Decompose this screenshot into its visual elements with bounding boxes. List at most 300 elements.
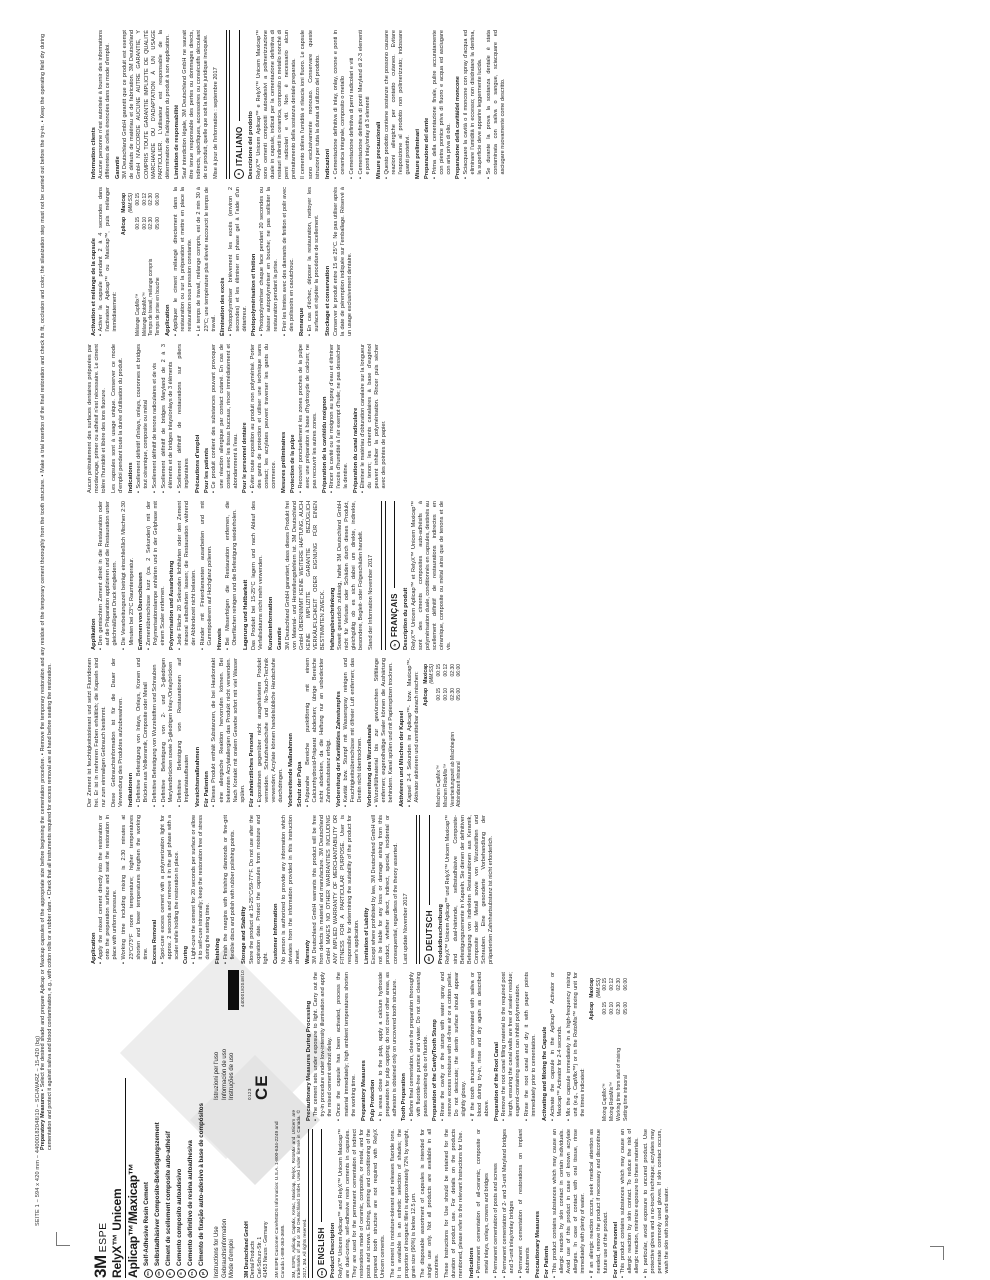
bullet-text: Bei Misserfolgen die Restauration entfernen, die Oberflächen reinigen und die Befestigung wiederholen. [225, 501, 239, 646]
bullet-icon: • [549, 1119, 556, 1121]
table-header-cell: Aplicap [422, 687, 429, 707]
top-band-item: • Keep the operating field dry during cementation and protect it against saliva and blood contamination, e.g., with cotton rolls or a rubber dam. [40, 34, 54, 1150]
doc-bullet-item [211, 344, 239, 493]
bullet-text: Prima della cementazione finale, pulire accuratamente con pietra pomice priva di fluoro e acqua ed asciugare con aria priva di olio. [431, 30, 452, 175]
bullet-icon: • [173, 334, 180, 336]
bullet-icon: • [470, 1119, 477, 1121]
table-header-cell: Aplicap [121, 216, 128, 236]
language-product-label: Cimento de fixação auto-adesivo à base de compósitos [197, 1103, 205, 1266]
table-header-cell: Maxicap [588, 977, 595, 998]
table-header-row [589, 978, 596, 1121]
bullet-text: Photopolymériser chaque face pendant 20 secondes ou laisser autopolymériser en bouche; ne pas solliciter la restauration pendant la prise. [258, 187, 279, 332]
doc-heading: Remarque [299, 307, 306, 336]
language-section-header [390, 501, 400, 650]
language-flag-icon: fr [390, 640, 400, 650]
doc-bullet-item [360, 344, 388, 493]
title-block [91, 960, 305, 1278]
header-rule [429, 815, 430, 905]
table-value: 02:30 [449, 687, 456, 701]
table-value: 05:00 [456, 687, 463, 701]
bullet-icon: • [196, 334, 203, 336]
bullet-icon: • [225, 648, 232, 650]
bullet-icon: • [121, 962, 128, 964]
doc-heading: Indikationen [128, 772, 135, 807]
bullet-text: Ränder mit Finierdiamanten ausarbeiten und mit Gummipolierern auf Hochglanz polieren. [199, 501, 213, 646]
table-value: 00:12 [442, 663, 449, 677]
doc-heading: Kundeninformation [268, 596, 275, 650]
revision-note: Mise à jour de l'information : septembre 2017 [212, 67, 219, 179]
language-product-label: Ciment de scellement composite auto-adhésif [164, 1131, 172, 1266]
bullet-icon: • [145, 648, 152, 650]
table-header-cell: Maxicap [422, 663, 429, 684]
doc-bullet-item [336, 972, 357, 1121]
brand-3m-logo: 3M [91, 1255, 110, 1278]
bullet-text: Kapsel 2-4 Sekunden im Aplicap™- bzw. Maxicap™-Aktivator aktivieren und unmittelbar danach mischen: [406, 658, 420, 803]
top-band-item: • Make a trial insertion of the final restoration and check its fit, occlusion and color; the silanization step must not be carried out before the try-in. [40, 122, 46, 477]
header-rule [321, 1129, 322, 1222]
language-list-item [177, 1088, 187, 1278]
doc-paragraph: Diese Gebrauchsinformation ist für die Dauer der Verwendung des Produktes aufzubewahren. [110, 658, 124, 807]
bullet-text: Definitive Befestigung von Inlays, Onlays, Kronen und Brücken aus Vollkeramik, Composite oder Metall [136, 658, 150, 803]
doc-bullet-item [298, 344, 319, 493]
bullet-text: Scellement définitif de bridges Maryland de 2 à 3 éléments et de bridges inlays/onlays de 3 éléments [161, 344, 175, 489]
language-section-title: ITALIANO [234, 126, 244, 166]
table-value: 00:12 [141, 192, 148, 206]
doc-heading: Curing [183, 945, 190, 964]
language-section-divider [308, 1129, 313, 1278]
table-row-label: Mischen RotoMix™ [442, 763, 449, 807]
bullet-icon: • [343, 805, 350, 807]
bullet-icon: • [524, 1119, 531, 1121]
doc-heading: Pour les patients [204, 447, 211, 493]
bullet-icon: • [313, 1119, 320, 1121]
bullet-icon: • [281, 334, 288, 336]
bullet-icon: • [136, 805, 143, 807]
bullet-text: Definitive Befestigung von Wurzelstiften und Schrauben [152, 664, 159, 803]
doc-paragraph: 3M Deutschland GmbH garantiert, dass dieses Produkt frei von Material- und Herstellungsfehlern ist. 3M Deutschland GmbH ÜBERNIMMT KEINE WEITERE HAFTUNG, AUCH KEINE IMPLIZITE GARANTIE BEZÜGLICH VERKÄUFLICHKEIT ODER EIGNUNG FÜR EINEN BESTIMMTEN ZWECK. [284, 501, 326, 650]
bullet-icon: • [152, 491, 159, 493]
doc-bullet-item [620, 1129, 641, 1278]
bullet-icon: • [406, 805, 413, 807]
bullet-text: Zementüberschüsse kurz (ca. 2 Sekunden) mit der Polymerisationslampe anhärten und in der Gelphase mit einem Scaler entfernen. [145, 501, 166, 646]
bullet-text: Le temps de travail, mélange compris, est de 2 min 30 à 23°C; une température plus élevée raccourcit le temps de travail. [196, 187, 217, 332]
doc-heading: Pour le personnel dentaire [242, 422, 249, 493]
language-product-label: Cemento composito autoadesivo [175, 1168, 183, 1266]
doc-bullet-item [200, 501, 214, 650]
bullet-text: Mix the capsule immediately in a high-frequency mixing unit (e.g., CapMix™) or in the RotoMix™ mixing unit for the times indicated: [565, 972, 586, 1117]
bullet-text: Once the capsule has been activated, process the material immediately; high ambient temperatures shorten the working time. [336, 972, 357, 1117]
bullet-text: This product contains substances which may cause an allergic reaction by skin contact. To reduce the risk of allergic reaction, minimize exposure to these materials. [620, 1129, 641, 1274]
bullet-text: Permanent cementation of restorations on implant abutments [517, 1129, 531, 1274]
top-continuation-band [40, 34, 86, 1150]
doc-bullet-item [211, 658, 246, 807]
ifu-titles-left [214, 1110, 237, 1278]
table-value: 05:00 [622, 1001, 629, 1015]
bullet-icon: • [374, 805, 381, 807]
doc-bullet-item [518, 1129, 532, 1278]
bullet-icon: • [501, 1276, 508, 1278]
brand-espe-logo: ESPE [97, 1222, 109, 1253]
doc-bullet-item [161, 658, 175, 807]
table-value: 02:30 [148, 192, 155, 206]
bullet-text: Light-cure the cement for 20 seconds per surface or allow it to self-cure intraorally; keep the restoration free of stress during the setting time. [190, 815, 211, 960]
doc-bullet-item [136, 344, 150, 493]
bullet-icon: • [551, 1276, 558, 1278]
doc-heading: Precautionary Measures [535, 1210, 542, 1278]
doc-heading: Preparazione del dente [424, 117, 431, 179]
table-value: 02:30 [615, 977, 622, 991]
doc-paragraph: Aucune personne n'est autorisée à fournir des informations différentes de celles énoncées dans ce mode d'emploi. [98, 30, 112, 179]
bullet-text: En cas d'échec, déposer la restauration, nettoyer les surfaces et répéter la procédure de scellement. [307, 187, 321, 332]
language-badge-icon: en [144, 1269, 153, 1278]
bullet-icon: • [476, 1276, 483, 1278]
doc-heading: Vorbereitung des Wurzelkanals [366, 724, 373, 807]
language-list-item [188, 1088, 198, 1278]
doc-paragraph: Il cemento tollera l'umidità e rilascia ioni fluoro. Le capsule sono esclusivamente monouso. Conservare queste istruzioni per tutta la durata di utilizzo del prodotto. [300, 30, 321, 179]
doc-bullet-item [152, 344, 159, 493]
doc-heading: Polymerisation und Ausarbeitung [169, 560, 176, 650]
table-row-label: Setting time intraoral [622, 1075, 629, 1121]
doc-heading: Information clients [90, 127, 97, 179]
table-value: 02:30 [148, 216, 155, 230]
table-value: 00:15 [602, 977, 609, 991]
bullet-icon: • [589, 1276, 596, 1278]
mixing-times-table [589, 978, 630, 1121]
bullet-icon: • [211, 805, 218, 807]
bullet-icon: • [349, 177, 356, 179]
doc-bullet-item [98, 815, 119, 964]
doc-bullet-item [566, 972, 587, 1121]
doc-heading: Préparation du canal radiculaire [352, 407, 359, 493]
doc-column [87, 344, 983, 493]
bullet-icon: • [383, 177, 390, 179]
bullet-text: Finir les limites avec des diamants de finition et polir avec des polissoirs en caoutchouc. [281, 187, 295, 332]
bullet-text: Sciacquare la cavità o il moncone con spray d'acqua ed eliminare l'umidità in eccesso; non disidratare la dentina, la superficie deve apparire leggermente lucida. [462, 30, 483, 175]
doc-heading: Limitation de responsabilité [174, 104, 181, 179]
bullet-text: Activate the capsule in the Aplicap™ Activator or Maxicap™ Activator for 2-4 seconds. [549, 972, 563, 1117]
bullet-icon: • [620, 1276, 627, 1278]
doc-bullet-item [225, 501, 239, 650]
doc-heading: Entfernen von Überschüssen [138, 572, 145, 650]
doc-paragraph: Les capsules sont à usage unique. Conserver ce mode d'emploi pendant toute la durée d'utilisation du produit. [110, 344, 124, 493]
doc-bullet-item [333, 30, 347, 179]
table-row [602, 978, 609, 1121]
doc-paragraph: Aucun prétraitement des surfaces dentaires préparées par mordançage, primer ou adhésif n'est nécessaire. Le ciment tolère l'humidité et libère des ions fluorure. [87, 344, 108, 493]
bullet-text: If an allergic reaction occurs, seek medical attention as needed, remove the product if necessary and discontinue future use of the product. [589, 1129, 610, 1274]
doc-bullet-item [552, 1129, 587, 1278]
bullet-text: Rinse the root canal and dry it with paper points immediately prior to cementation. [524, 972, 538, 1117]
doc-heading: Description du produit [403, 587, 410, 650]
doc-heading: Aktivieren und Mischen der Kapsel [398, 710, 405, 807]
doc-bullet-item [136, 658, 150, 807]
table-row [436, 664, 443, 807]
doc-bullet-item [502, 1129, 516, 1278]
language-list-item [199, 1088, 209, 1278]
language-product-label: Selbstadhäsiver Composite-Befestigungszement [153, 1122, 161, 1266]
table-row [616, 978, 623, 1121]
bullet-icon: • [223, 962, 230, 964]
doc-heading: For Dental Personnel [612, 1221, 619, 1278]
bullet-text: If the tooth structure was contaminated with saliva or blood during try-in, rinse and dry again as described above. [470, 972, 491, 1117]
bullet-text: Scellement définitif de tenons radiculaires et de vis [152, 362, 159, 489]
revision-note: Last update November 2017 [402, 893, 409, 964]
bullet-text: Apply the mixed cement directly into the restoration or onto the preparation surface and seat the restoration in place with uniform pressure. [98, 815, 119, 960]
doc-bullet-item [501, 972, 522, 1121]
bullet-icon: • [98, 962, 105, 964]
doc-paragraph: Der Zement ist feuchtigkeitstolerant und setzt Fluoridionen frei. Er ist in mehreren Farben erhältlich; die Kapseln sind nur zum einmaligen Gebrauch bestimmt. [87, 658, 108, 807]
doc-heading: Élimination des excès [220, 277, 227, 336]
bullet-text: Expositionen gegenüber nicht ausgehärtetem Produkt vermeiden. Schutzhandschuhe und No-Touch-Technik verwenden; Acrylate können handelsübliche Handschuhe durchdringen. [256, 658, 284, 803]
bullet-text: Appliquer le ciment mélangé directement dans la restauration ou sur la préparation et mettre en place la restauration sous pression constante. [173, 187, 194, 332]
doc-heading: Preparazione della cavità/del moncone [455, 76, 462, 179]
bullet-text: Permanent cementation of posts and screws [492, 1163, 499, 1274]
doc-heading: Misure precauzionali [375, 121, 382, 179]
table-value: 02:30 [615, 1001, 622, 1015]
table-unit-row [596, 978, 603, 1121]
language-list-item [144, 1088, 154, 1278]
bullet-text: Die Verarbeitungszeit beträgt einschließlich Mischen 2:30 Minuten bei 23°C Raumtemperatur. [121, 501, 135, 646]
bullet-icon: • [643, 1276, 650, 1278]
doc-bullet-item [191, 815, 212, 964]
trim-mark-bottom-right [930, 1246, 944, 1260]
bullet-icon: • [256, 805, 263, 807]
bullet-text: Finish the margins with finishing diamonds or fine-grit flexible discs and polish with rubber polishing points. [223, 815, 237, 960]
ce-notified-body-number: 0123 [246, 1088, 252, 1100]
table-row [450, 664, 457, 807]
bullet-text: Kavität bzw. Stumpf mit Wasserspray reinigen und Feuchtigkeitsüberschüsse mit ölfreier Luft entfernen; das Dentin nicht übertrocknen. [343, 658, 364, 803]
brand-logo [91, 960, 111, 1278]
bullet-icon: • [332, 177, 339, 179]
bullet-icon: • [161, 491, 168, 493]
language-flag-icon: en [317, 1268, 327, 1278]
language-section-title: FRANÇAIS [390, 593, 400, 637]
bullet-text: Scellement définitif de restaurations sur piliers implantaires [177, 344, 191, 489]
doc-bullet-item [476, 1129, 490, 1278]
top-band-heading: Preparatory Measures [40, 1091, 46, 1150]
bullet-text: Jede Fläche 20 Sekunden lichthärten oder den Zement intraoral selbsthärten lassen; die Restauration während der Abbindezeit nicht belasten. [176, 501, 197, 646]
bullet-icon: • [177, 805, 184, 807]
bullet-text: Permanent cementation of all-ceramic, composite or metal inlays, onlays, crowns and bridges [476, 1129, 490, 1274]
customer-care-line: 3M ESPE Customer Care/MSDS Information: U.S.A. 1-800-634-2249 and Canada 1-888-363-3685. [274, 1121, 286, 1278]
bullet-icon: • [161, 805, 168, 807]
language-section-divider [226, 30, 231, 179]
doc-heading: Tooth Preparation [401, 1073, 408, 1121]
bullet-icon: • [227, 334, 234, 336]
doc-bullet-item [486, 30, 507, 179]
bullet-text: Pulpanahe Bereiche punktförmig mit einem Calciumhydroxid-Präparat abdecken; übrige Bereiche nicht abdecken, da die Haftung nur an unbedeckter Zahnhartsubstanz erfolgt. [304, 658, 333, 803]
doc-bullet-item [470, 972, 491, 1121]
doc-bullet-item [177, 501, 198, 650]
bullet-text: Definitive Befestigung von 2- und 3-gliedrigen Marylandbrücken sowie 3-gliedrigen Inlay-/Onlaybrücken [161, 658, 175, 803]
table-row [135, 193, 142, 336]
bullet-icon: • [431, 177, 438, 179]
language-badge-icon: it [177, 1269, 186, 1278]
table-header-row [121, 193, 128, 336]
doc-heading: Storage and Stability [240, 906, 247, 964]
doc-bullet-item [384, 30, 412, 179]
doc-bullet-item [493, 1129, 500, 1278]
language-flag-icon: de [424, 954, 434, 964]
doc-paragraph: 3M Deutschland GmbH warrants this product will be free from defects in material and manufacture. 3M Deutschland GmbH MAKES NO OTHER WARRANTIES INCLUDING ANY IMPLIED WARRANTY OF MERCHANTABILITY OR FITNESS FOR A PARTICULAR PURPOSE. User is responsible for determining the suitability of the product for user's application. [312, 815, 361, 964]
table-header-row [423, 664, 430, 807]
table-value: 06:00 [456, 663, 463, 677]
doc-paragraph: RelyX™ Unicem Aplicap™ and RelyX™ Unicem Maxicap™ are dual-curing, self-adhesive resin cements in capsules. They are used for the permanent cementation of indirect restorations made of ceramic, composite, or metal, and for posts and screws. Etching, priming and conditioning of the prepared tooth structure are not required with RelyX Unicem cements. [337, 1129, 387, 1278]
language-badge-icon: es [188, 1269, 197, 1278]
doc-heading: Preparatory Measures [361, 1060, 368, 1121]
doc-bullet-item [463, 30, 484, 179]
bullet-icon: • [152, 805, 159, 807]
doc-column [87, 187, 983, 336]
table-header-cell: Aplicap [588, 1001, 595, 1021]
doc-heading: Product Description [330, 1222, 336, 1278]
doc-bullet-item [173, 187, 194, 336]
bullet-text: Rincer la cavité ou le moignon au spray d'eau et éliminer l'excès d'humidité à l'air exempt d'huile; ne pas dessécher la dentine. [328, 344, 350, 489]
doc-column [87, 658, 983, 807]
table-value: 06:00 [622, 977, 629, 991]
bullet-icon: • [211, 491, 218, 493]
bullet-text: Activer la capsule pendant 2 à 4 secondes dans l'activateur Aplicap™ ou Maxicap™, puis mélanger immédiatement: [98, 187, 119, 332]
table-row [623, 978, 630, 1121]
doc-heading: Customer Information [273, 903, 280, 964]
language-section-header [317, 1129, 327, 1278]
table-row-label: Mixing CapMix™ [602, 1083, 609, 1121]
doc-paragraph: RelyX™ Unicem Aplicap™ e RelyX™ Unicem Maxicap™ sono cementi compositi autoadesivi a polimerizzazione duale in capsule, indicati per la cementazione definitiva di restauri indiretti in ceramica, composito o metallo nonché di perni radicolari e viti. Non è necessario alcun pretrattamento della sostanza dentale preparata. [255, 30, 297, 179]
bullet-icon: • [565, 1119, 572, 1121]
table-value: 00:10 [442, 687, 449, 701]
table-value: 00:15 [134, 192, 141, 206]
doc-bullet-item [349, 30, 356, 179]
table-unit-cell: (MM:SS) [128, 192, 135, 213]
doc-bullet-item [589, 1129, 610, 1278]
language-list-item [155, 1088, 165, 1278]
manufacturer-line: 41453 Neuss - Germany [263, 1221, 270, 1278]
header-rule [394, 501, 395, 588]
doc-column [87, 815, 983, 964]
bullet-text: Before final cementation, clean the preparation thoroughly with fluoride-free pumice and water. Do not use cleaning pastes containing oils or fluoride. [408, 972, 429, 1117]
doc-paragraph: The cement is moisture-tolerant and releases fluoride ions. It is available in an esthetic selection of shades; the proportion of inorganic filler is approximately 72% by weight, grain size (90%) is below 12.5 μm. [389, 1129, 417, 1278]
doc-heading: Preparation of the Cavity/Tooth Stump [432, 1019, 439, 1121]
revision-note: Stand der Information November 2017 [368, 554, 375, 650]
doc-column [87, 30, 983, 179]
doc-paragraph: RelyX™ Unicem Aplicap™ et RelyX™ Unicem Maxicap™ sont des ciments composites auto-adhésifs à polymérisation duale, conditionnés en capsules, destinés au scellement définitif de restaurations indirectes en céramique, composite ou métal ainsi que de tenons et de vis. [411, 501, 453, 650]
doc-heading: Applikation [90, 618, 97, 650]
product-name-line2: Aplicap™/Maxicap™ [125, 1163, 140, 1278]
table-row [148, 193, 155, 336]
manufacturer-line: Dental Products [250, 1241, 257, 1278]
doc-heading: Indications [468, 1247, 475, 1278]
bullet-icon: • [190, 962, 197, 964]
doc-paragraph: Soweit gesetzlich zulässig, haftet 3M Deutschland GmbH nicht für Verluste oder Schäden durch dieses Produkt, gleichgültig ob es sich dabei um direkte, indirekte, besondere, Begleit- oder Folgeschäden handelt. [336, 501, 365, 650]
barcode-number: 44000182048/10 [240, 970, 246, 1008]
table-value: 00:15 [602, 1001, 609, 1015]
bullet-icon: • [492, 1276, 499, 1278]
table-header-cell: Maxicap [121, 192, 128, 213]
bullet-icon: • [336, 1119, 343, 1121]
bullet-icon: • [98, 648, 105, 650]
bullet-text: Wurzelfüllmaterial bis zur gewünschten Stiftlänge entfernen; eugenolhaltige Sealer können die Aushärtung behindern. Kanal spülen und mit Papierspitzen trocknen. [374, 658, 395, 803]
bullet-icon: • [439, 1119, 446, 1121]
doc-heading: Precautionary Measures During Processing [305, 1000, 312, 1121]
doc-bullet-item [550, 972, 564, 1121]
manufacturer-line: 3M Deutschland GmbH [243, 1221, 250, 1278]
doc-heading: Haftungsbeschränkung [329, 587, 336, 650]
doc-paragraph: Except where prohibited by law, 3M Deutschland GmbH will not be liable for any loss or damage arising from this product, whether direct, indirect, special, incidental or consequential, regardless of the theory asserted. [371, 815, 399, 964]
doc-bullet-item [358, 30, 372, 179]
doc-heading: Produktbeschreibung [437, 904, 444, 964]
table-unit-cell: (MM:SS) [429, 663, 436, 684]
bullet-icon: • [359, 491, 366, 493]
doc-heading: Activating and Mixing the Capsule [541, 1026, 548, 1121]
bullet-icon: • [199, 648, 206, 650]
doc-heading: Photopolymérisation et finition [251, 253, 258, 336]
ce-block [247, 970, 272, 1100]
ifu-title: Istruzioni per l'uso [214, 1051, 221, 1100]
bullet-text: Éviter toute exposition au produit non polymérisé. Porter des gants de protection et utiliser une technique sans contact; les acrylates peuvent traverser les gants du commerce. [249, 344, 277, 489]
table-value: 00:15 [436, 663, 443, 677]
doc-bullet-item [161, 344, 175, 493]
bullet-icon: • [517, 1276, 524, 1278]
language-section-header [234, 30, 244, 179]
bullet-icon: • [249, 491, 256, 493]
trim-mark-bottom-left [56, 1232, 70, 1246]
doc-paragraph: Conserver le produit entre 15 et 25°C. Ne pas utiliser après la date de péremption indiquée sur l'emballage. Réservé à un usage exclusivement dentaire. [332, 187, 353, 336]
language-section-title: ENGLISH [317, 1227, 326, 1265]
doc-bullet-item [177, 658, 191, 807]
doc-heading: Schutz der Pulpa [297, 761, 304, 807]
table-value: 00:15 [436, 687, 443, 701]
language-product-label: Cemento definitivo de resina autoadhesiva [186, 1140, 194, 1266]
language-product-label: Self-Adhesive Resin Cement [142, 1182, 150, 1266]
bullet-text: Cementazione definitiva di perni radicolari e viti [349, 57, 356, 175]
product-name-line1: RelyX™ Unicem [110, 1188, 124, 1278]
bullet-text: Den gemischten Zement direkt in die Restauration oder auf die Präparation applizieren und die Restauration unter gleichmäßigem Druck eingliedern. [98, 501, 119, 646]
bullet-icon: • [121, 648, 128, 650]
table-row-label: Verarbeitungszeit ab Mischbeginn [449, 731, 456, 807]
mixing-times-table [423, 664, 464, 807]
ifu-title: Gebrauchsinformation [221, 1218, 228, 1278]
table-value: 00:12 [609, 977, 616, 991]
language-badge-icon: fr [166, 1269, 175, 1278]
table-value: 00:10 [141, 216, 148, 230]
doc-paragraph: 3M Deutschland GmbH garantit que ce produit est exempt de défauts de matériau et de fabrication. 3M Deutschland GmbH N'ACCORDE AUCUNE AUTRE GARANTIE, Y COMPRIS TOUTE GARANTIE IMPLICITE DE QUALITÉ MARCHANDE OU D'ADAPTATION À UN USAGE PARTICULIER. L'utilisateur est responsable de la détermination de l'adéquation du produit à son application. [122, 30, 171, 179]
doc-heading: Descrizione del prodotto [247, 111, 254, 179]
table-value: 02:30 [449, 663, 456, 677]
mixing-times-table [121, 193, 162, 336]
doc-paragraph: The disposable assortment of capsules is intended for single use only. Not all products are available in all countries. [420, 1129, 441, 1278]
table-unit-row [429, 664, 436, 807]
bullet-text: Remove the root canal filling material to the required post length, ensuring the canal walls are free of sealer residue; eugenol-containing sealers can inhibit polymerization. [501, 972, 522, 1117]
doc-heading: Misure preliminari [415, 129, 422, 179]
language-section-header [424, 815, 434, 964]
doc-bullet-item [407, 658, 421, 807]
barcode [228, 970, 239, 1010]
doc-bullet-item [440, 972, 468, 1121]
bullet-icon: • [358, 177, 365, 179]
doc-bullet-item [152, 658, 159, 807]
bullet-text: Cementazione definitiva di inlay, onlay, corone e ponti in ceramica integrale, composito o metallo [332, 30, 346, 175]
bullet-icon: • [501, 1119, 508, 1121]
language-section-divider [381, 501, 386, 650]
bullet-text: Questo prodotto contiene sostanze che possono causare reazioni allergiche per contatto cutaneo. Evitare l'esposizione al prodotto non polimerizzato; indossare guanti protettivi. [383, 30, 411, 175]
language-section-title: DEUTSCH [424, 910, 434, 951]
bullet-icon: • [176, 648, 183, 650]
ifu-title: Mode d'emploi [229, 1239, 236, 1278]
table-row-label: Mischen CapMix™ [436, 765, 443, 807]
trademark-notice: 3M, ESPE, Aplicap, CapMix, Ketac, Maxicap, RelyX, RotoMix and Unicem are trademarks of 3M or 3M Deutschland GmbH. Used under license in Canada. © 2017, 3M. All rights reserved. [290, 1110, 307, 1278]
bullet-text: In particular, avoid exposure to uncured product. Use protective gloves and a no-touch technique; acrylates may penetrate commonly used gloves. If skin contact occurs, wash the skin with soap and water. [643, 1129, 671, 1274]
bullet-text: Se durante la prova la sostanza dentale è stata contaminata con saliva o sangue, sciacquare ed asciugare nuovamente come descritto. [486, 30, 507, 175]
doc-bullet-item [409, 972, 430, 1121]
